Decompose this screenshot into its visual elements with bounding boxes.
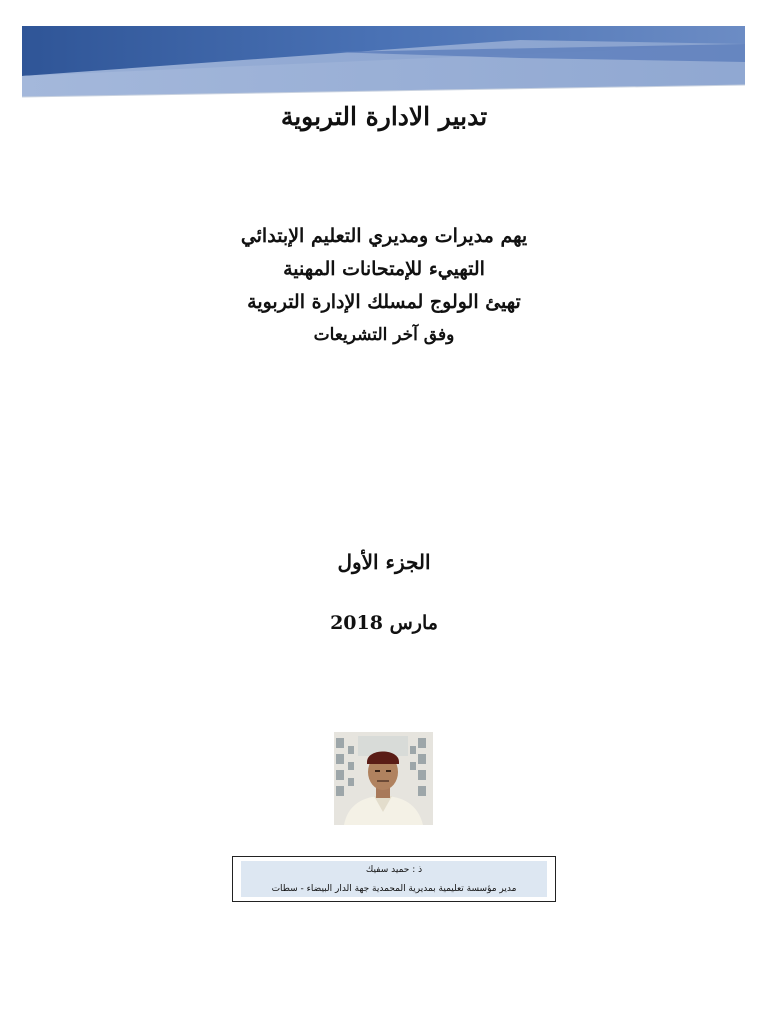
part-label: الجزء الأول [337,550,431,574]
author-card-inner [241,861,547,897]
subtitle-block [0,220,768,352]
publication-date: مارس 2018 [330,612,438,634]
author-card [232,856,556,902]
document-title: تدبير الادارة التربوية [280,102,488,131]
subtitle-line-admission: تهيئ الولوج لمسلك الإدارة التربوية [247,291,521,313]
subtitle-line-audience: يهم مديرات ومديري التعليم الإبتدائي [240,225,528,247]
author-role: مدير مؤسسة تعليمية بمديرية المحمدية جهة الدار البيضاء - سطات [271,884,517,894]
subtitle-line-legislation: وفق آخر التشريعات [313,325,455,345]
author-name: ذ : حميد سفيك [365,865,423,875]
header-banner [0,0,768,110]
author-photo [334,732,433,825]
subtitle-line-exams: التهييء للإمتحانات المهنية [283,258,485,280]
